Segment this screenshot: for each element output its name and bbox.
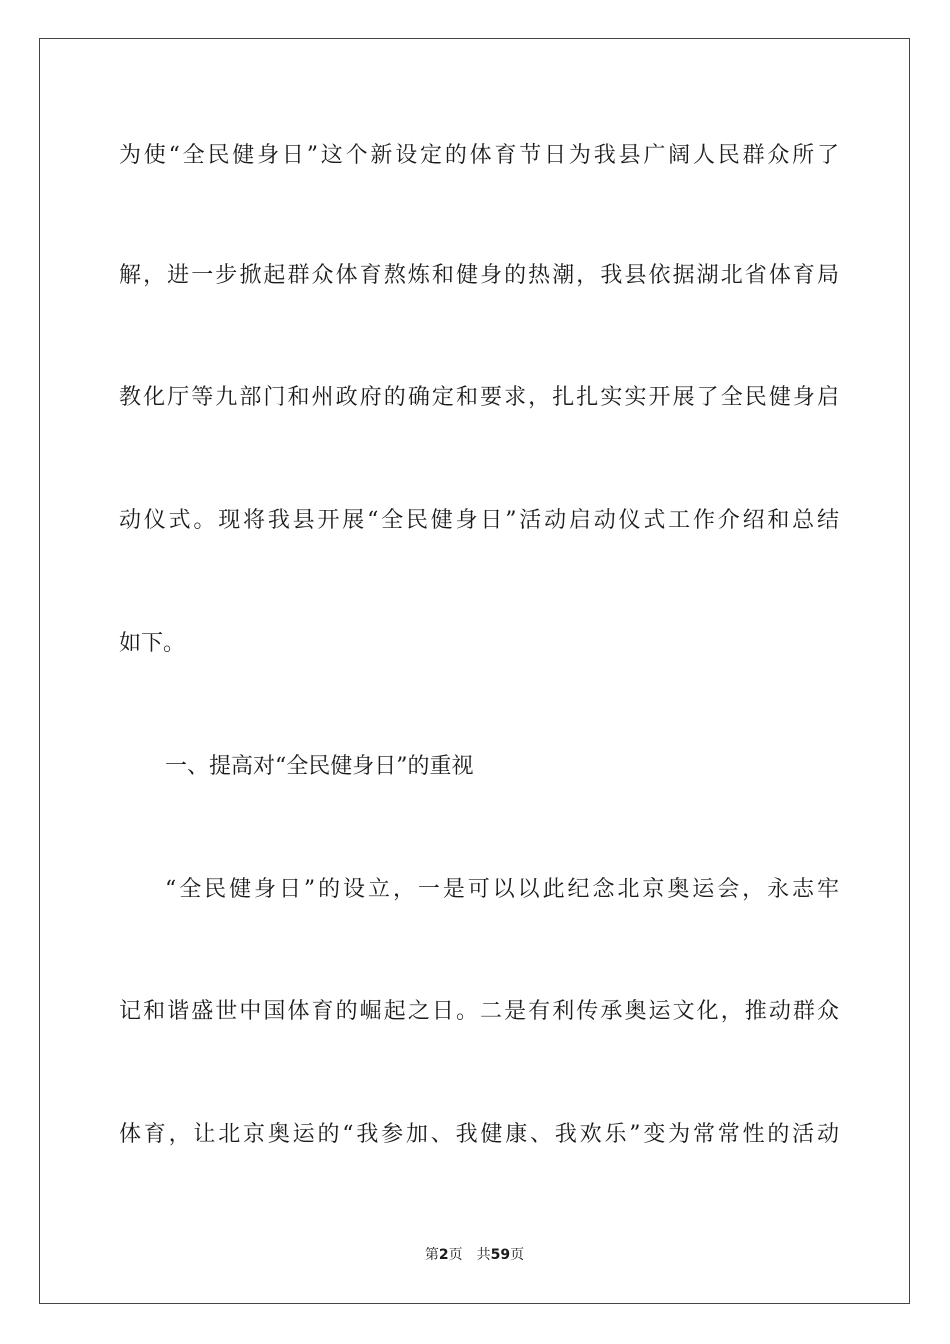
total-label-suffix: 页 (510, 1247, 525, 1263)
section-heading: 一、提高对“全民健身日”的重视 (165, 754, 474, 779)
total-pages: 59 (490, 1247, 511, 1263)
body-text-line: 动仪式。现将我县开展“全民健身日”活动启动仪式工作介绍和总结 (119, 508, 839, 533)
body-text-line: 教化厅等九部门和州政府的确定和要求，扎扎实实开展了全民健身启 (119, 385, 839, 410)
page-label-suffix: 页 (448, 1247, 463, 1263)
total-label-prefix: 共 (476, 1247, 491, 1263)
body-text-line: “全民健身日”的设立，一是可以以此纪念北京奥运会，永志牢 (165, 877, 839, 902)
body-text-line: 为使“全民健身日”这个新设定的体育节日为我县广阔人民群众所了 (119, 143, 839, 168)
page-footer (40, 1245, 909, 1265)
page-label-prefix: 第 (424, 1247, 439, 1263)
body-text-line: 解，进一步掀起群众体育熬炼和健身的热潮，我县依据湖北省体育局 (119, 263, 839, 288)
page-number: 2 (438, 1247, 449, 1263)
body-text-line: 体育，让北京奥运的“我参加、我健康、我欢乐”变为常常性的活动 (119, 1122, 839, 1147)
document-page (39, 38, 910, 1304)
body-text-line: 记和谐盛世中国体育的崛起之日。二是有利传承奥运文化，推动群众 (119, 999, 839, 1024)
body-text-line: 如下。 (119, 631, 186, 656)
